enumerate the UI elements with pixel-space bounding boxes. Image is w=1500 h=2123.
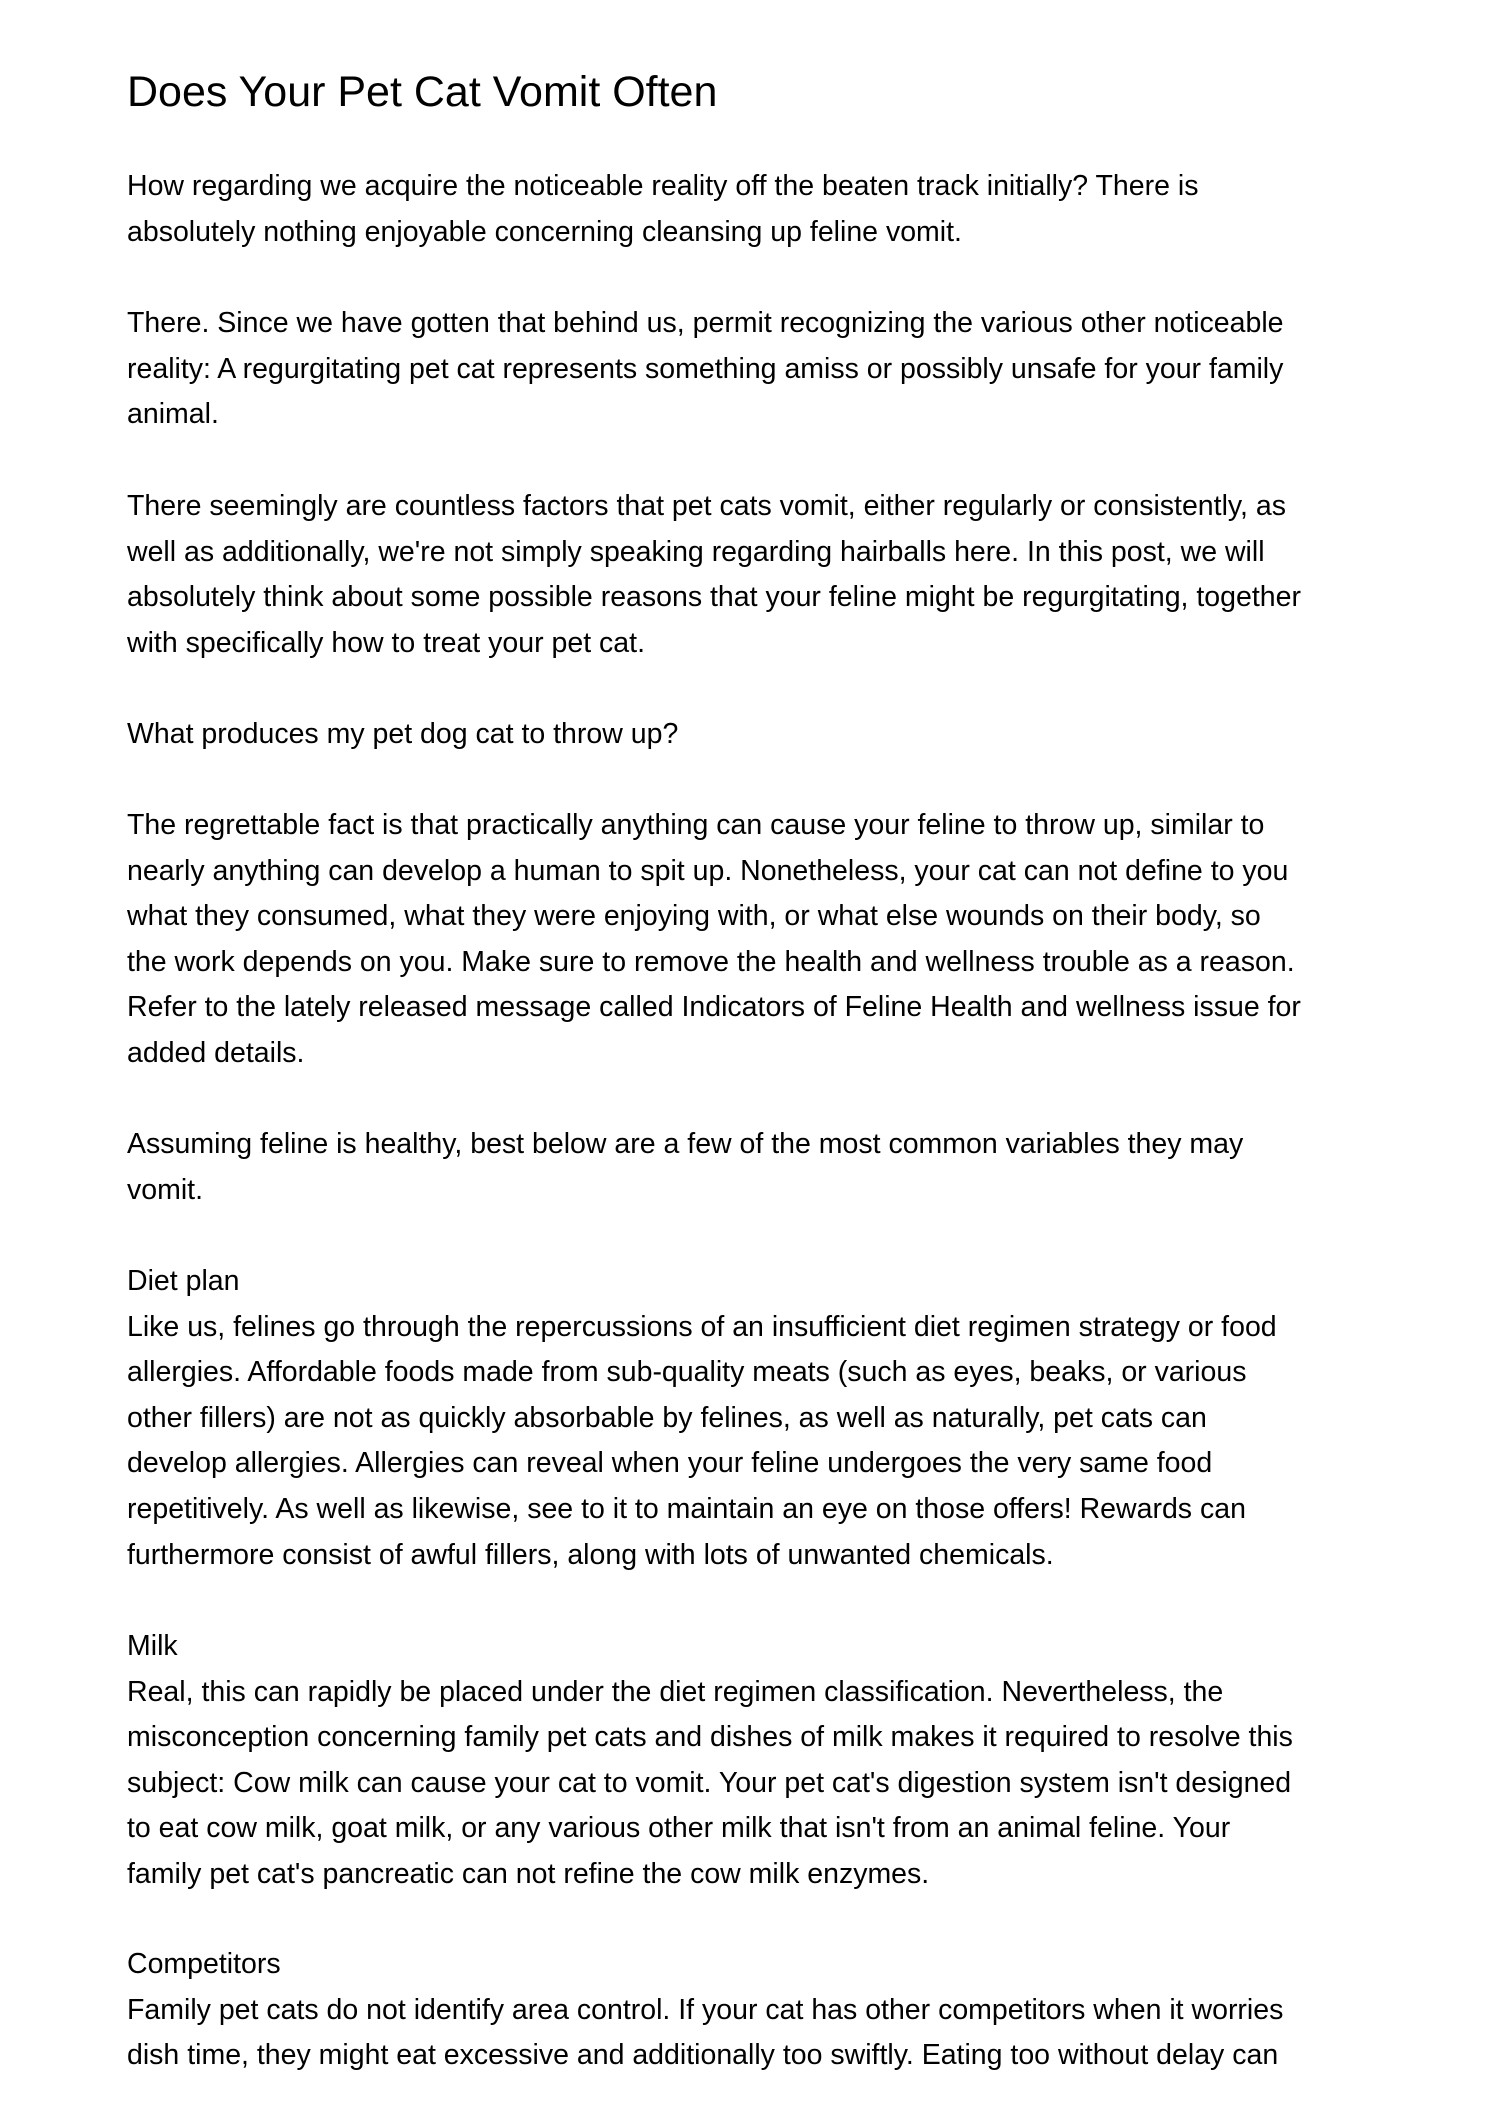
text-line: to eat cow milk, goat milk, or any various other milk that isn't from an animal feline. Your	[127, 1812, 1231, 1845]
text-line: absolutely think about some possible reasons that your feline might be regurgitating, together	[127, 581, 1301, 614]
text-line: family pet cat's pancreatic can not refine the cow milk enzymes.	[127, 1857, 930, 1890]
text-line: Assuming feline is healthy, best below are a few of the most common variables they may	[127, 1128, 1244, 1160]
text-line: added details.	[127, 1036, 305, 1069]
section-question	[127, 712, 678, 758]
paragraph-assuming-healthy	[127, 1122, 1243, 1213]
text-line: with specifically how to treat your pet cat.	[127, 626, 645, 659]
section-competitors	[127, 1942, 1283, 2079]
text-line: nearly anything can develop a human to spit up. Nonetheless, your cat can not define to you	[127, 854, 1289, 887]
text-line: misconception concerning family pet cats and dishes of milk makes it required to resolve this	[127, 1721, 1293, 1754]
section-milk	[127, 1624, 1293, 1898]
paragraph-factors	[127, 484, 1301, 666]
text-line: absolutely nothing enjoyable concerning cleansing up feline vomit.	[127, 215, 962, 248]
text-line: Real, this can rapidly be placed under the diet regimen classification. Nevertheless, the	[127, 1675, 1224, 1708]
text-line: dish time, they might eat excessive and additionally too swiftly. Eating too without delay can	[127, 2039, 1279, 2072]
text-line: The regrettable fact is that practically anything can cause your feline to throw up, similar to	[127, 809, 1265, 841]
text-line: vomit.	[127, 1173, 204, 1206]
paragraph-regrettable-fact	[127, 803, 1301, 1077]
section-diet-plan	[127, 1259, 1277, 1578]
text-line: There seemingly are countless factors that pet cats vomit, either regularly or consistently, as	[127, 490, 1286, 522]
text-line: repetitively. As well as likewise, see to it to maintain an eye on those offers! Rewards can	[127, 1492, 1246, 1525]
text-line: furthermore consist of awful fillers, along with lots of unwanted chemicals.	[127, 1538, 1054, 1571]
section-heading: Milk	[127, 1630, 178, 1662]
text-line: the work depends on you. Make sure to remove the health and wellness trouble as a reason.	[127, 945, 1295, 978]
text-line: well as additionally, we're not simply speaking regarding hairballs here. In this post, we will	[127, 535, 1265, 568]
paragraph-intro	[127, 164, 1198, 255]
text-line: what they consumed, what they were enjoying with, or what else wounds on their body, so	[127, 900, 1261, 933]
text-line: allergies. Affordable foods made from sub-quality meats (such as eyes, beaks, or various	[127, 1356, 1247, 1389]
text-line: Like us, felines go through the repercussions of an insufficient diet regimen strategy or food	[127, 1310, 1277, 1343]
text-line: reality: A regurgitating pet cat represents something amiss or possibly unsafe for your family	[127, 352, 1284, 385]
paragraph-regurgitating	[127, 301, 1284, 438]
text-line: Family pet cats do not identify area control. If your cat has other competitors when it worries	[127, 1993, 1284, 2026]
text-line: animal.	[127, 398, 219, 431]
text-line: other fillers) are not as quickly absorbable by felines, as well as naturally, pet cats can	[127, 1401, 1207, 1434]
text-line: There. Since we have gotten that behind us, permit recognizing the various other noticeable	[127, 307, 1284, 339]
section-heading: Competitors	[127, 1948, 281, 1980]
text-line: subject: Cow milk can cause your cat to vomit. Your pet cat's digestion system isn't designed	[127, 1766, 1292, 1799]
section-heading: Diet plan	[127, 1265, 240, 1297]
text-line: What produces my pet dog cat to throw up?	[127, 718, 679, 750]
text-line: How regarding we acquire the noticeable reality off the beaten track initially? There is	[127, 170, 1199, 202]
page-title: Does Your Pet Cat Vomit Often	[127, 68, 718, 116]
text-line: develop allergies. Allergies can reveal when your feline undergoes the very same food	[127, 1447, 1213, 1480]
text-line: Refer to the lately released message called Indicators of Feline Health and wellness issue for	[127, 991, 1301, 1024]
